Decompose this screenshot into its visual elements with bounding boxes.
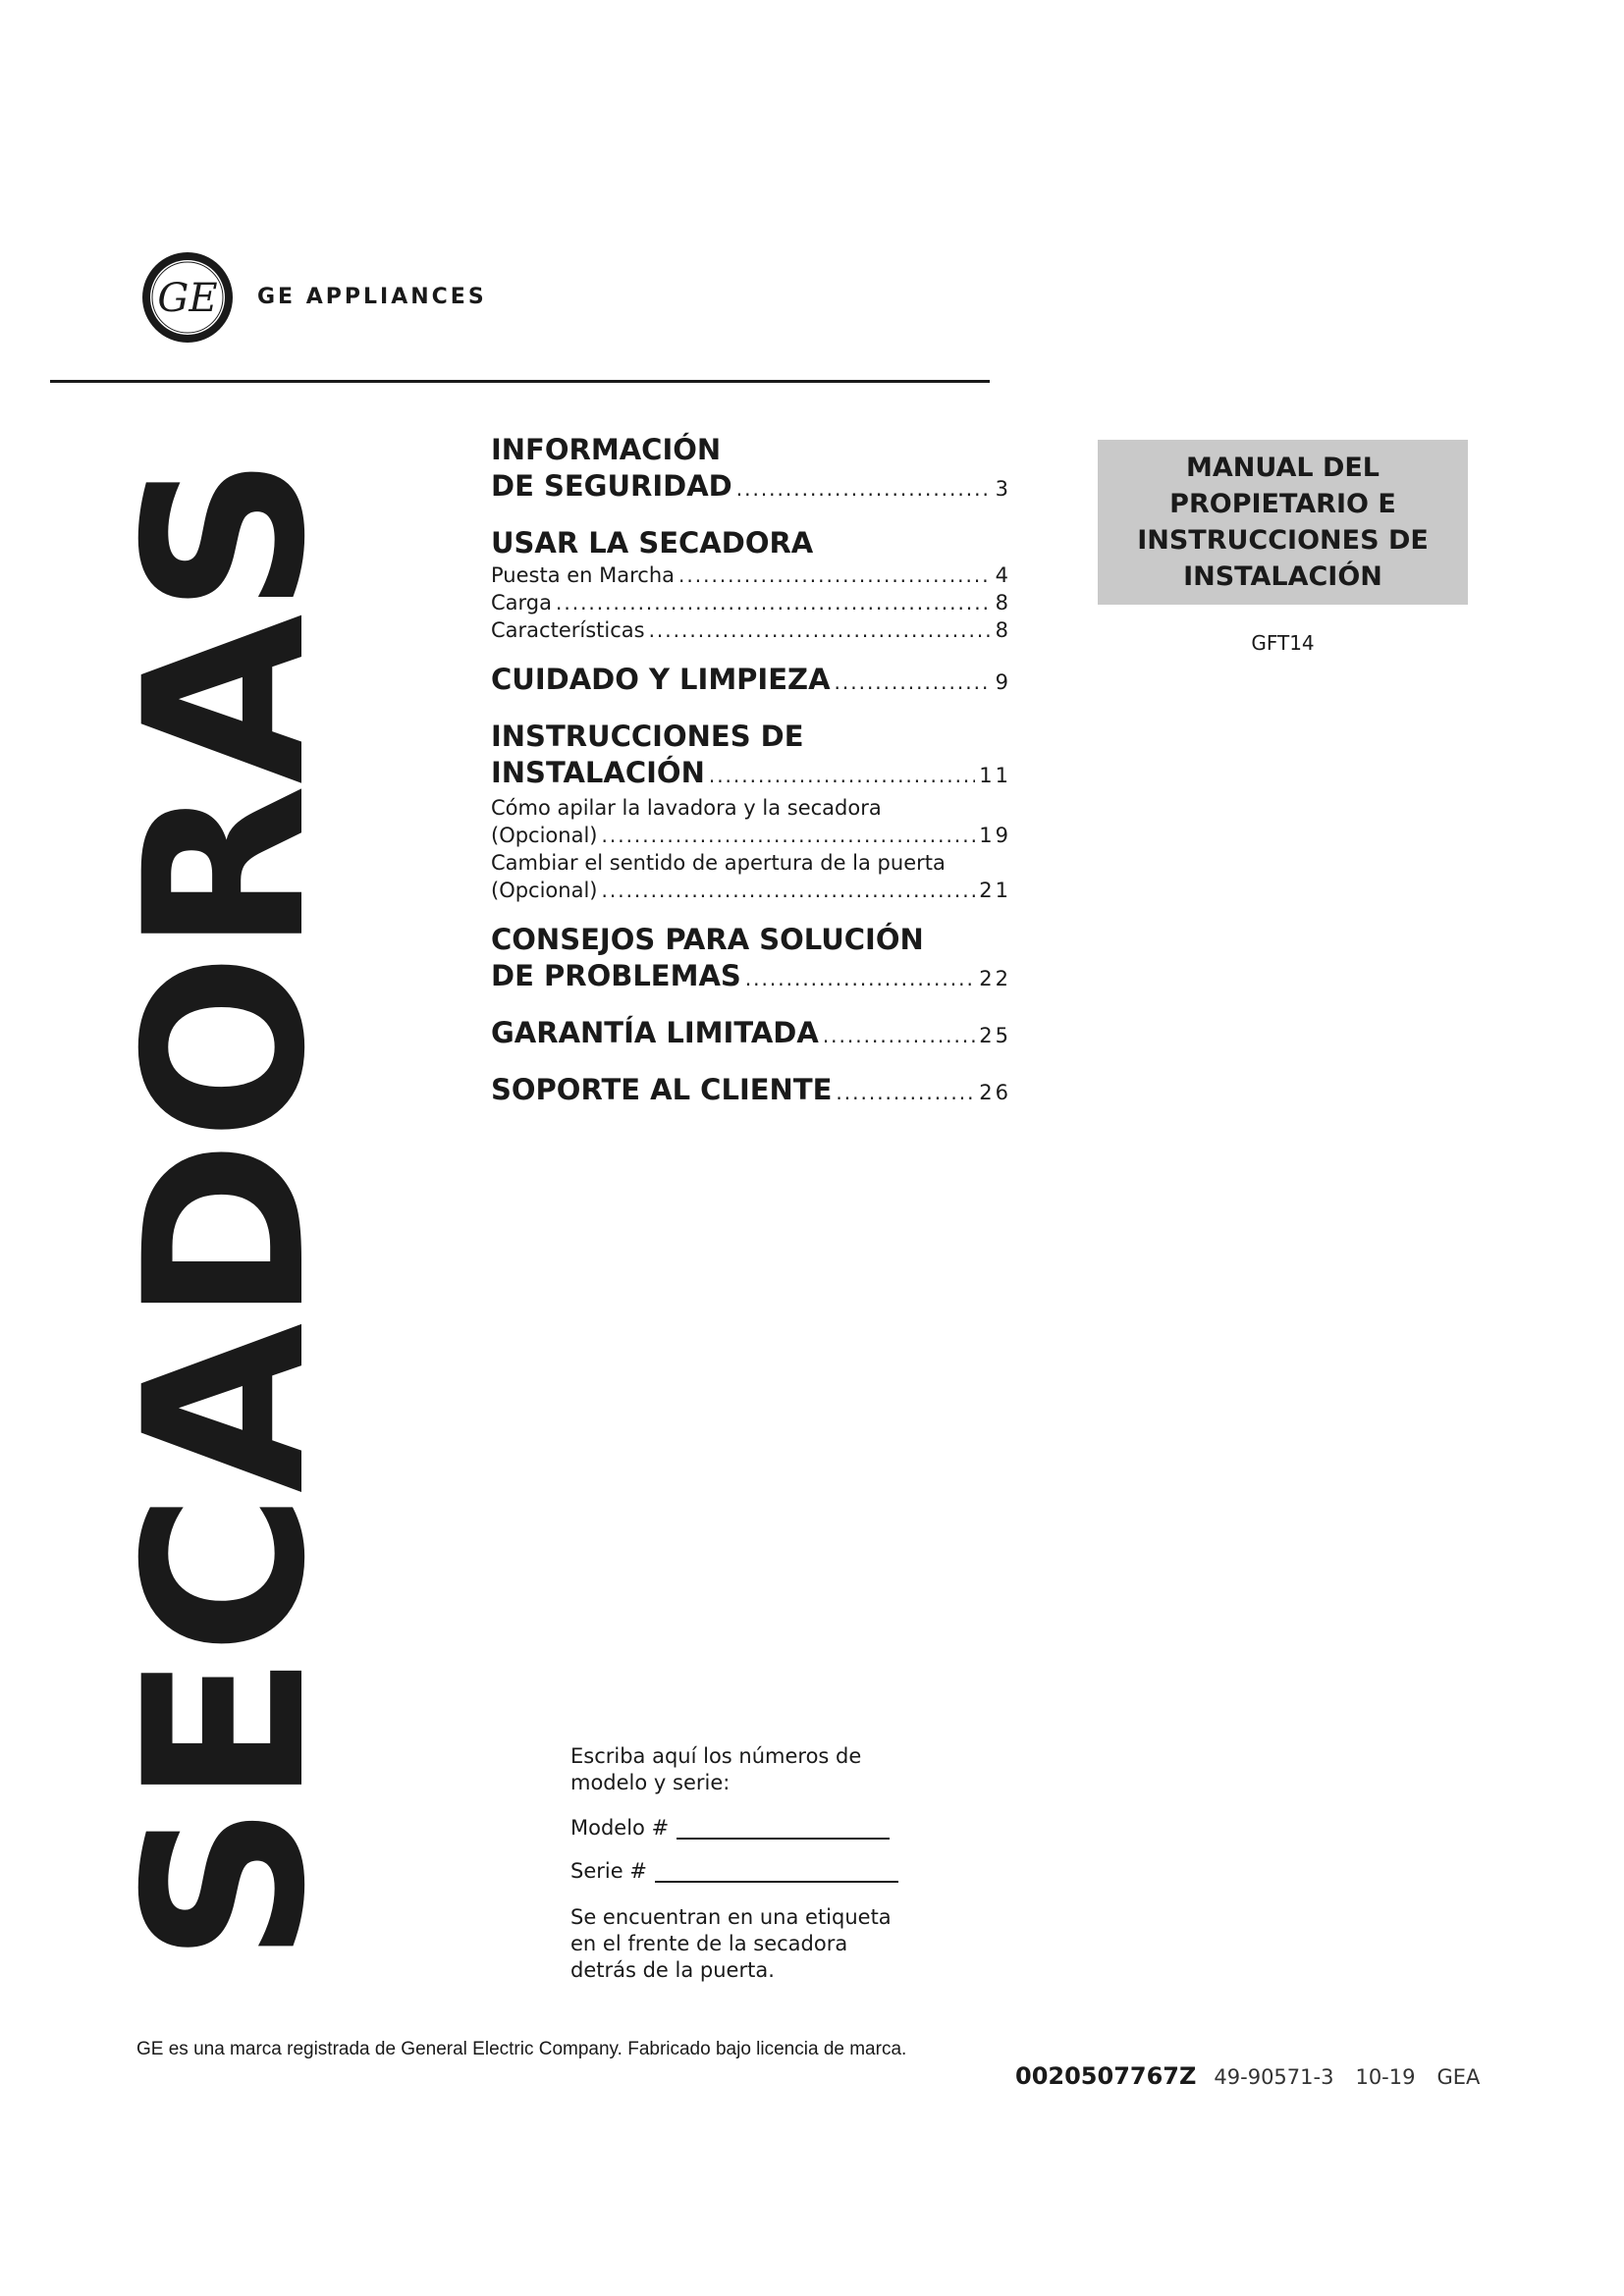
toc-heading[interactable]	[491, 525, 1011, 561]
toc-subentry[interactable]	[491, 877, 1011, 904]
toc-label: INFORMACIÓN	[491, 433, 722, 466]
toc-section	[491, 662, 1011, 701]
toc-leader-dots	[602, 822, 976, 849]
toc-page-number: 26	[979, 1081, 1011, 1104]
vertical-title: SECADORAS	[97, 455, 353, 1963]
record-location-note	[570, 1904, 963, 1984]
toc-section	[491, 1072, 1011, 1111]
toc-page-number: 3	[995, 477, 1011, 501]
serial-number-label: Serie #	[570, 1859, 647, 1883]
toc-section	[491, 719, 1011, 904]
toc-leader-dots	[602, 877, 976, 904]
toc-section	[491, 922, 1011, 997]
toc-subentry[interactable]	[491, 849, 1011, 877]
header-divider	[50, 380, 990, 383]
toc-heading[interactable]	[491, 922, 1011, 958]
toc-label: DE SEGURIDAD	[491, 469, 732, 503]
toc-heading[interactable]	[491, 719, 1011, 755]
toc-leader-dots	[709, 758, 975, 794]
toc-leader-dots	[745, 961, 975, 997]
barcode-number: 0020507767Z	[1015, 2062, 1197, 2090]
toc-page-number: 4	[995, 563, 1011, 587]
toc-section	[491, 1015, 1011, 1054]
toc-leader-dots	[736, 471, 992, 507]
toc-label: USAR LA SECADORA	[491, 526, 814, 560]
toc-leader-dots	[823, 1018, 975, 1054]
toc-subentry[interactable]	[491, 589, 1011, 616]
toc-page-number: 8	[995, 618, 1011, 642]
toc-subentry[interactable]	[491, 561, 1011, 589]
manual-title-line: MANUAL DEL	[1185, 453, 1380, 483]
document-date: 10-19	[1355, 2065, 1416, 2089]
document-origin-code: GEA	[1436, 2065, 1481, 2089]
toc-label: (Opcional)	[491, 879, 598, 902]
toc-page-number: 9	[995, 670, 1011, 694]
toc-page-number: 25	[979, 1024, 1011, 1047]
toc-subentry[interactable]	[491, 616, 1011, 644]
model-number-field[interactable]	[570, 1816, 963, 1840]
serial-number-blank[interactable]	[655, 1859, 898, 1883]
toc-label: INSTRUCCIONES DE	[491, 720, 804, 753]
toc-page-number: 21	[979, 879, 1011, 902]
record-intro: Escriba aquí los números de	[570, 1744, 862, 1768]
toc-heading[interactable]	[491, 755, 1011, 794]
toc-label: Cambiar el sentido de apertura de la puerta	[491, 851, 946, 875]
toc-leader-dots	[836, 1075, 975, 1111]
toc-section	[491, 525, 1011, 644]
toc-section	[491, 432, 1011, 507]
toc-label: Carga	[491, 591, 552, 614]
toc-label: DE PROBLEMAS	[491, 959, 741, 992]
toc-heading[interactable]	[491, 1072, 1011, 1111]
record-note-line: Se encuentran en una etiqueta	[570, 1905, 892, 1929]
manual-title-line: INSTRUCCIONES DE	[1137, 525, 1429, 556]
manual-title-box	[1098, 440, 1468, 605]
record-note-line: en el frente de la secadora	[570, 1932, 848, 1955]
toc-heading[interactable]	[491, 432, 1011, 468]
toc-heading[interactable]	[491, 958, 1011, 997]
record-note-line: detrás de la puerta.	[570, 1958, 775, 1982]
toc-label: CONSEJOS PARA SOLUCIÓN	[491, 923, 924, 956]
toc-label: GARANTÍA LIMITADA	[491, 1016, 819, 1049]
manual-title-line: INSTALACIÓN	[1183, 561, 1382, 592]
toc-leader-dots	[678, 561, 992, 589]
toc-page-number: 19	[979, 824, 1011, 847]
toc-heading[interactable]	[491, 468, 1011, 507]
brand-name: GE APPLIANCES	[257, 285, 487, 309]
serial-number-field[interactable]	[570, 1859, 963, 1883]
toc-subentry[interactable]	[491, 822, 1011, 849]
toc-label: Cómo apilar la lavadora y la secadora	[491, 796, 882, 820]
toc-page-number: 8	[995, 591, 1011, 614]
toc-label: CUIDADO Y LIMPIEZA	[491, 663, 831, 696]
toc-label: (Opcional)	[491, 824, 598, 847]
document-number: 49-90571-3	[1214, 2065, 1334, 2089]
model-code: GFT14	[1251, 631, 1315, 655]
toc-heading[interactable]	[491, 1015, 1011, 1054]
toc-label: SOPORTE AL CLIENTE	[491, 1073, 833, 1106]
record-numbers-section	[570, 1743, 963, 1984]
toc-heading[interactable]	[491, 662, 1011, 701]
record-intro: modelo y serie:	[570, 1771, 731, 1794]
document-codes	[1015, 2062, 1501, 2090]
logo-text: GE	[157, 276, 218, 321]
toc-leader-dots	[649, 616, 992, 644]
manual-title-line: PROPIETARIO E	[1169, 489, 1396, 519]
ge-logo	[140, 250, 235, 345]
toc-page-number: 11	[979, 764, 1011, 787]
toc-leader-dots	[835, 665, 992, 701]
model-number-label: Modelo #	[570, 1816, 670, 1840]
toc-page-number: 22	[979, 967, 1011, 990]
toc-leader-dots	[556, 589, 992, 616]
toc-label: INSTALACIÓN	[491, 756, 705, 789]
toc-label: Características	[491, 618, 645, 642]
model-number-blank[interactable]	[677, 1816, 890, 1840]
toc-subentry[interactable]	[491, 794, 1011, 822]
ge-monogram-icon	[140, 250, 235, 345]
trademark-notice: GE es una marca registrada de General Electric Company. Fabricado bajo licencia de marca.	[136, 2039, 907, 2059]
table-of-contents	[491, 432, 1011, 1129]
toc-label: Puesta en Marcha	[491, 563, 676, 587]
